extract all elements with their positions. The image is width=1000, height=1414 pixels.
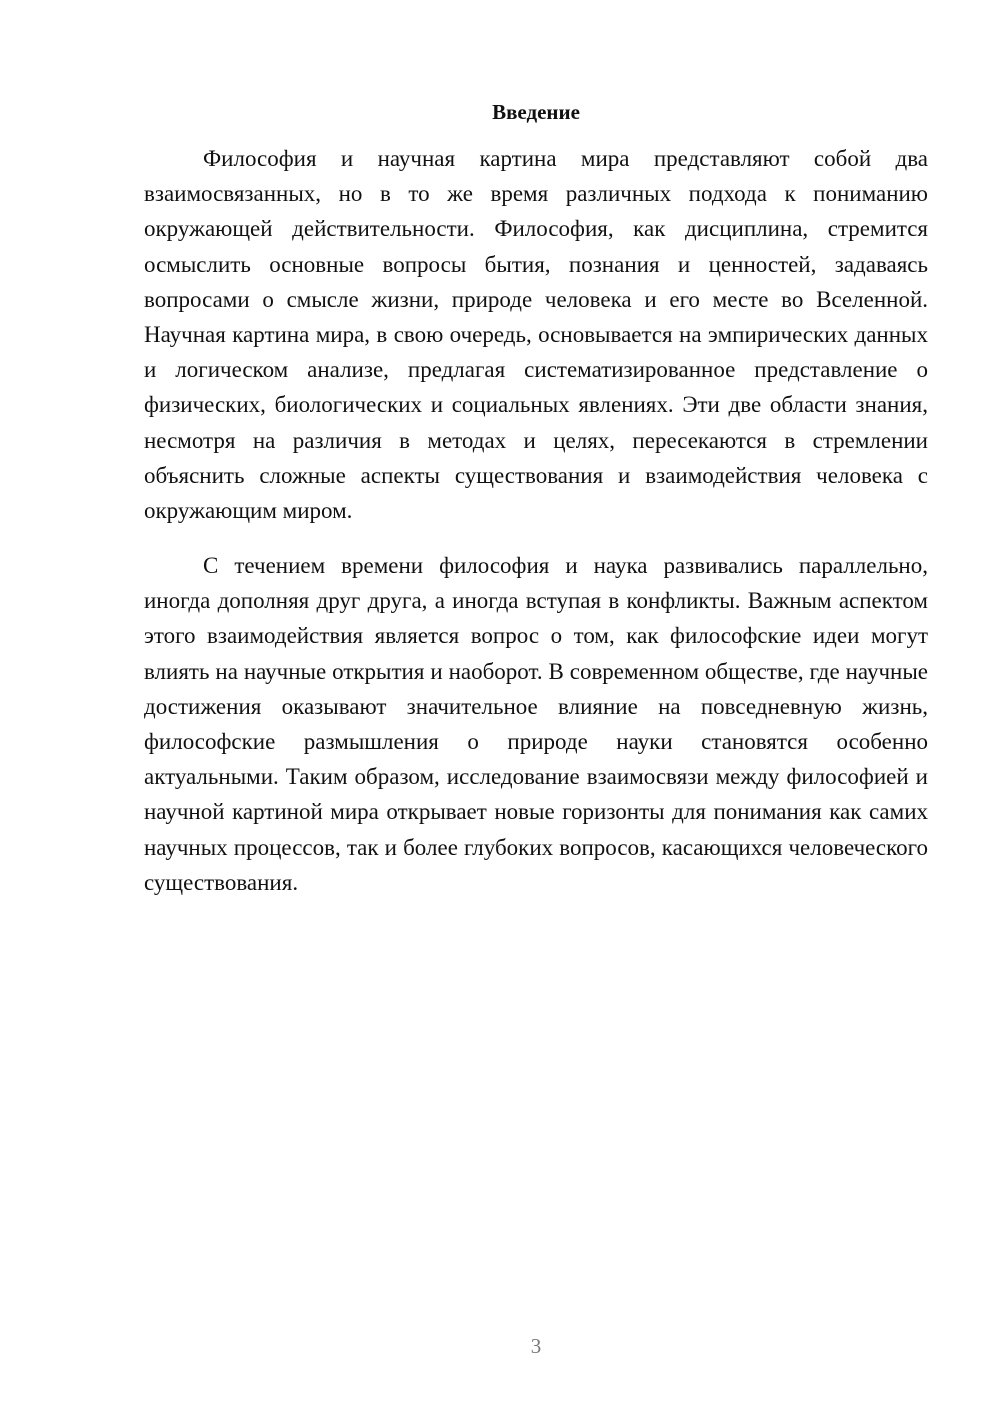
paragraph-1: Философия и научная картина мира представляют собой два взаимосвязанных, но в то же время различных подхода к пониманию окружающей действительности. Философия, как дисциплина, стремится осмыслить основные вопросы бытия, познания и ценностей, задаваясь вопросами о смысле жизни, природе человека и его месте во Вселенной. Научная картина мира, в свою очередь, основывается на эмпирических данных и логическом анализе, предлагая систематизированное представление о физических, биологических и социальных явлениях. Эти две области знания, несмотря на различия в методах и целях, пересекаются в стремлении объяснить сложные аспекты существования и взаимодействия человека с окружающим миром.: [144, 146, 928, 524]
paragraph-2: С течением времени философия и наука развивались параллельно, иногда дополняя друг друга, а иногда вступая в конфликты. Важным аспектом этого взаимодействия является вопрос о том, как философские идеи могут влиять на научные открытия и наоборот. В современном обществе, где научные достижения оказывают значительное влияние на повседневную жизнь, философские размышления о природе науки становятся особенно актуальными. Таким образом, исследование взаимосвязи между философией и научной картиной мира открывает новые горизонты для понимания как самих научных процессов, так и более глубоких вопросов, касающихся человеческого существования.: [144, 553, 928, 895]
section-title: Введение: [492, 100, 580, 124]
page-number: 3: [530, 1334, 542, 1358]
